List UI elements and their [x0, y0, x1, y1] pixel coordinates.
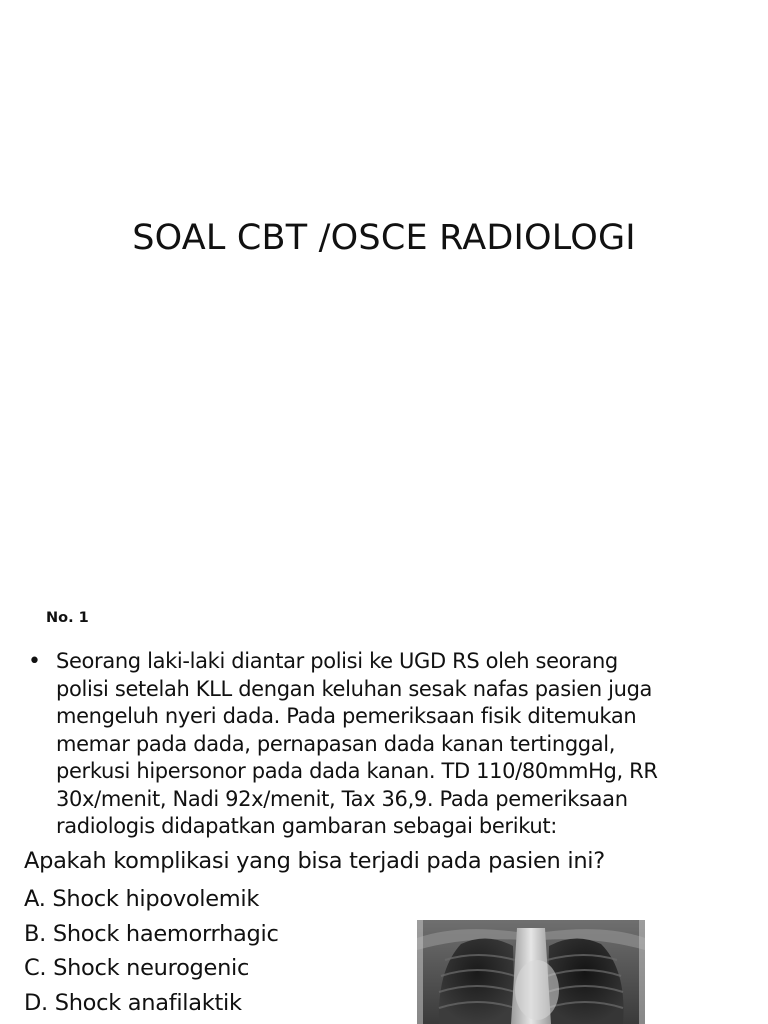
- case-line: 30x/menit, Nadi 92x/menit, Tax 36,9. Pada pemeriksaan: [56, 786, 628, 811]
- option-a: A. Shock hipovolemik: [24, 886, 260, 912]
- option-c: C. Shock neurogenic: [24, 955, 250, 981]
- question-prompt: Apakah komplikasi yang bisa terjadi pada pasien ini?: [24, 848, 605, 874]
- case-line: Seorang laki-laki diantar polisi ke UGD RS oleh seorang: [56, 649, 618, 673]
- case-description: [28, 648, 748, 841]
- case-text: [56, 648, 748, 841]
- question-number: No. 1: [46, 610, 89, 626]
- case-line: perkusi hipersonor pada dada kanan. TD 110/80mmHg, RR: [56, 759, 658, 783]
- option-b: B. Shock haemorrhagic: [24, 920, 279, 947]
- slide-title: SOAL CBT /OSCE RADIOLOGI: [132, 218, 636, 258]
- answer-options: [24, 882, 279, 1020]
- chest-xray-icon: [417, 920, 645, 1024]
- case-line: polisi setelah KLL dengan keluhan sesak nafas pasien juga: [56, 676, 653, 701]
- case-line: radiologis didapatkan gambaran sebagai berikut:: [56, 814, 557, 838]
- bullet-icon: •: [28, 649, 41, 674]
- option-d: D. Shock anafilaktik: [24, 989, 242, 1016]
- chest-xray-image: [417, 920, 645, 1024]
- case-line: memar pada dada, pernapasan dada kanan tertinggal,: [56, 731, 616, 756]
- case-line: mengeluh nyeri dada. Pada pemeriksaan fisik ditemukan: [56, 704, 637, 728]
